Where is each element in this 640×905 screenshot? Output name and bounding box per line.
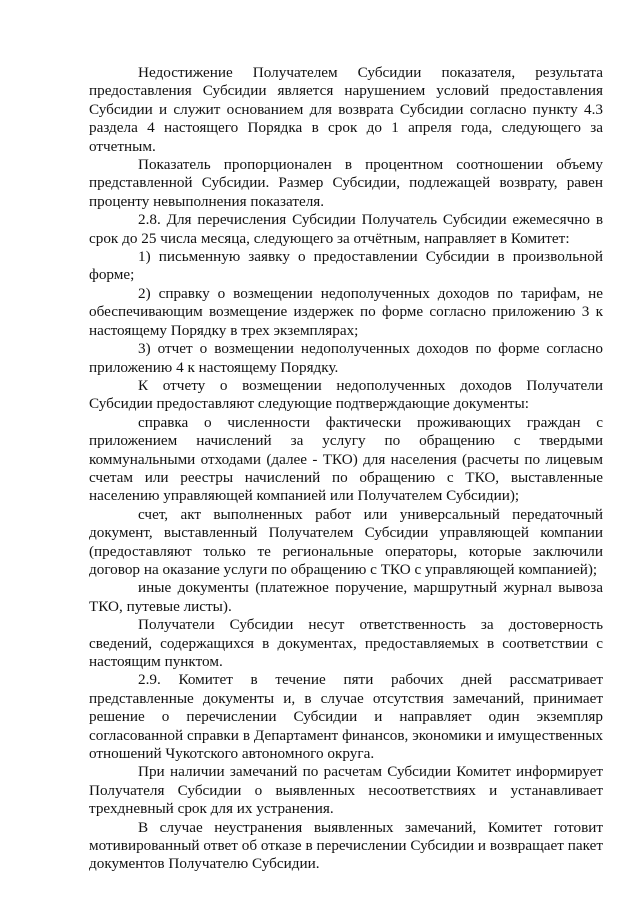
- paragraph-11: Получатели Субсидии несут ответственность за достоверность сведений, содержащихся в документах, предоставляемых в соответствии с настоящим пунктом.: [89, 616, 603, 670]
- paragraph-1: Недостижение Получателем Субсидии показателя, результата предоставления Субсидии является нарушением условий предоставления Субсидии и служит основанием для возврата Субсидии согласно пункту 4.3 раздела 4 настоящего Порядка в срок до 1 апреля года, следующего за отчетным.: [89, 64, 603, 155]
- paragraph-8: справка о численности фактически проживающих граждан с приложением начислений за услугу по обращению с твердыми коммунальными отходами (далее - ТКО) для населения (расчеты по лицевым счетам или реестры начислений по обращению с ТКО, выставленные населению управляющей компанией или Получателем Субсидии);: [89, 413, 603, 505]
- paragraph-4: 1) письменную заявку о предоставлении Субсидии в произвольной форме;: [89, 248, 603, 284]
- paragraph-5: 2) справку о возмещении недополученных доходов по тарифам, не обеспечивающим возмещение издержек по форме согласно приложению 3 к настоящему Порядку в трех экземплярах;: [89, 284, 603, 339]
- paragraph-6: 3) отчет о возмещении недополученных доходов по форме согласно приложению 4 к настоящему Порядку.: [89, 340, 603, 376]
- paragraph-3: 2.8. Для перечисления Субсидии Получатель Субсидии ежемесячно в срок до 25 числа месяца, следующего за отчётным, направляет в Комитет:: [89, 211, 603, 247]
- paragraph-7: К отчету о возмещении недополученных доходов Получатели Субсидии предоставляют следующие подтверждающие документы:: [89, 376, 603, 413]
- document-page: [89, 64, 603, 874]
- paragraph-14: В случае неустранения выявленных замечаний, Комитет готовит мотивированный ответ об отказе в перечислении Субсидии и возвращает пакет документов Получателю Субсидии.: [89, 818, 603, 873]
- paragraph-2: Показатель пропорционален в процентном соотношении объему представленной Субсидии. Размер Субсидии, подлежащей возврату, равен проценту невыполнения показателя.: [89, 156, 603, 210]
- paragraph-13: При наличии замечаний по расчетам Субсидии Комитет информирует Получателя Субсидии о выявленных несоответствиях и устанавливает трехдневный срок для их устранения.: [89, 763, 603, 818]
- paragraph-9: счет, акт выполненных работ или универсальный передаточный документ, выставленный Получателем Субсидии управляющей компании (предоставляют только те региональные операторы, которые заключили договор на оказание услуги по обращению с ТКО с управляющей компанией);: [89, 505, 603, 578]
- paragraph-10: иные документы (платежное поручение, маршрутный журнал вывоза ТКО, путевые листы).: [89, 579, 603, 615]
- paragraph-12: 2.9. Комитет в течение пяти рабочих дней рассматривает представленные документы и, в случае отсутствия замечаний, принимает решение о перечислении Субсидии и направляет один экземпляр согласованной справки в Департамент финансов, экономики и имущественных отношений Чукотского автономного округа.: [89, 671, 603, 763]
